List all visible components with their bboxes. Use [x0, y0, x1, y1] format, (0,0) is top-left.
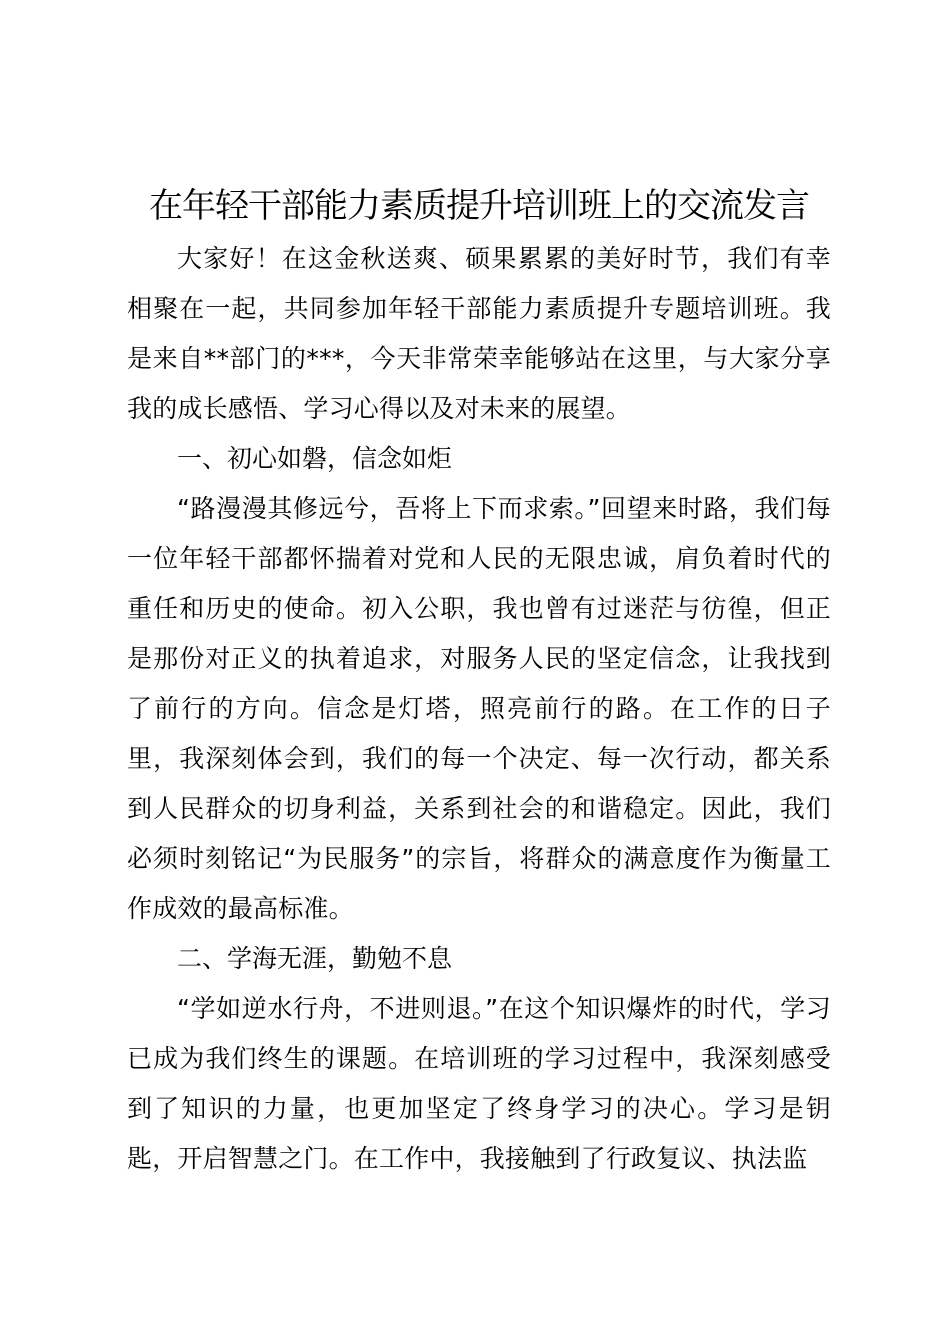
section-heading-2: 二、学海无涯，勤勉不息 — [177, 944, 453, 973]
section-body-1: “路漫漫其修远兮，吾将上下而求索。”回望来时路，我们每一位年轻干部都怀揣着对党和人民的无限忠诚，肩负着时代的重任和历史的使命。初入公职，我也曾有过迷茫与彷徨，但正是那份对正义的执着追求，对服务人民的坚定信念，让我找到了前行的方向。信念是灯塔，照亮前行的路。在工作的日子里，我深刻体会到，我们的每一个决定、每一次行动，都关系到人民群众的切身利益，关系到社会的和谐稳定。因此，我们必须时刻铭记“为民服务”的宗旨，将群众的满意度作为衡量工作成效的最高标准。 — [127, 494, 831, 923]
section-heading-1: 一、初心如磐，信念如炬 — [177, 444, 453, 473]
document-title: 在年轻干部能力素质提升培训班上的交流发言 — [149, 186, 809, 226]
intro-paragraph: 大家好！在这金秋送爽、硕果累累的美好时节，我们有幸相聚在一起，共同参加年轻干部能力素质提升专题培训班。我是来自**部门的***，今天非常荣幸能够站在这里，与大家分享我的成长感悟、学习心得以及对未来的展望。 — [127, 244, 831, 423]
section-body-2: “学如逆水行舟，不进则退。”在这个知识爆炸的时代，学习已成为我们终生的课题。在培训班的学习过程中，我深刻感受到了知识的力量，也更加坚定了终身学习的决心。学习是钥匙，开启智慧之门。在工作中，我接触到了行政复议、执法监 — [127, 994, 831, 1173]
document-content — [127, 178, 831, 1184]
